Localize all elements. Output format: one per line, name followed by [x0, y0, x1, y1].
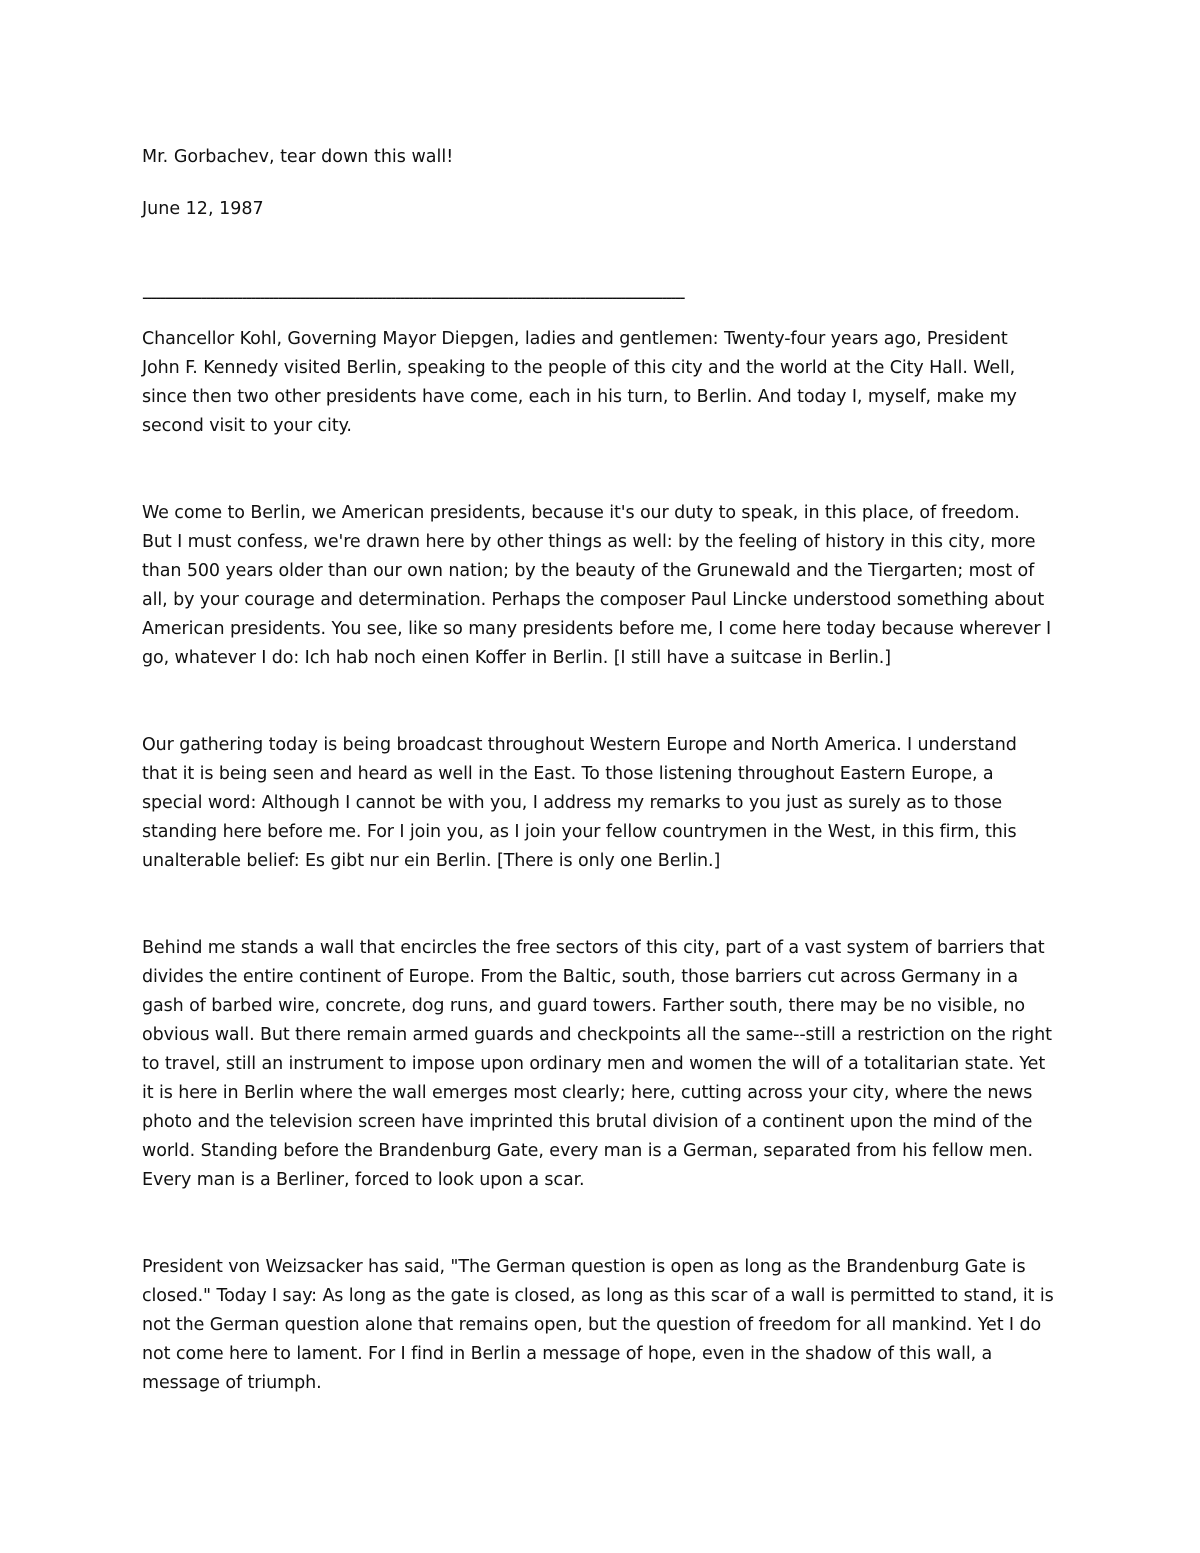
paragraph-line: world. Standing before the Brandenburg Gate, every man is a German, separated from his fellow men. — [142, 1141, 1033, 1161]
speech-title: Mr. Gorbachev, tear down this wall! — [142, 147, 454, 167]
paragraph-line: that it is being seen and heard as well in the East. To those listening throughout Eastern Europe, a — [142, 764, 994, 784]
paragraph-line: We come to Berlin, we American presidents, because it's our duty to speak, in this place, of freedom. — [142, 503, 1020, 523]
speech-date: June 12, 1987 — [142, 199, 264, 219]
paragraph-line: not come here to lament. For I find in Berlin a message of hope, even in the shadow of this wall, a — [142, 1344, 993, 1364]
paragraph-line: President von Weizsacker has said, "The German question is open as long as the Brandenburg Gate is — [142, 1257, 1026, 1277]
paragraph-line: since then two other presidents have come, each in his turn, to Berlin. And today I, myself, make my — [142, 387, 1017, 407]
paragraph-line: go, whatever I do: Ich hab noch einen Koffer in Berlin. [I still have a suitcase in Berlin.] — [142, 648, 891, 668]
paragraph-line: Behind me stands a wall that encircles the free sectors of this city, part of a vast system of barriers that — [142, 938, 1045, 958]
paragraph-line: second visit to your city. — [142, 416, 352, 436]
separator-line: ------------------------------------------------------------------------------------------------------------------------ — [142, 288, 684, 308]
paragraph-line: gash of barbed wire, concrete, dog runs, and guard towers. Farther south, there may be no visible, no — [142, 996, 1025, 1016]
paragraph-line: American presidents. You see, like so many presidents before me, I come here today because wherever I — [142, 619, 1052, 639]
paragraph-line: unalterable belief: Es gibt nur ein Berlin. [There is only one Berlin.] — [142, 851, 721, 871]
paragraph-line: all, by your courage and determination. Perhaps the composer Paul Lincke understood something about — [142, 590, 1045, 610]
paragraph-2 — [142, 499, 1062, 673]
paragraph-line: Our gathering today is being broadcast throughout Western Europe and North America. I understand — [142, 735, 1017, 755]
paragraph-line: But I must confess, we're drawn here by other things as well: by the feeling of history in this city, more — [142, 532, 1036, 552]
paragraph-line: divides the entire continent of Europe. From the Baltic, south, those barriers cut across Germany in a — [142, 967, 1018, 987]
paragraph-line: Every man is a Berliner, forced to look upon a scar. — [142, 1170, 585, 1190]
paragraph-line: message of triumph. — [142, 1373, 322, 1393]
paragraph-5 — [142, 1253, 1062, 1398]
paragraph-line: closed." Today I say: As long as the gate is closed, as long as this scar of a wall is permitted to stand, it is — [142, 1286, 1054, 1306]
paragraph-line: Chancellor Kohl, Governing Mayor Diepgen, ladies and gentlemen: Twenty-four years ago, President — [142, 329, 1008, 349]
paragraph-line: not the German question alone that remains open, but the question of freedom for all mankind. Yet I do — [142, 1315, 1042, 1335]
document-body — [142, 143, 1062, 1456]
paragraph-line: special word: Although I cannot be with you, I address my remarks to you just as surely as to those — [142, 793, 1003, 813]
paragraph-line: John F. Kennedy visited Berlin, speaking to the people of this city and the world at the City Hall. Well, — [142, 358, 1016, 378]
paragraph-line: to travel, still an instrument to impose upon ordinary men and women the will of a totalitarian state. Yet — [142, 1054, 1046, 1074]
paragraph-line: obvious wall. But there remain armed guards and checkpoints all the same--still a restriction on the right — [142, 1025, 1052, 1045]
paragraph-line: it is here in Berlin where the wall emerges most clearly; here, cutting across your city, where the news — [142, 1083, 1033, 1103]
paragraph-line: than 500 years older than our own nation; by the beauty of the Grunewald and the Tiergarten; most of — [142, 561, 1035, 581]
paragraph-1 — [142, 325, 1062, 441]
paragraph-line: photo and the television screen have imprinted this brutal division of a continent upon the mind of the — [142, 1112, 1033, 1132]
paragraph-line: standing here before me. For I join you, as I join your fellow countrymen in the West, in this firm, this — [142, 822, 1017, 842]
paragraph-3 — [142, 731, 1062, 876]
paragraph-4 — [142, 934, 1062, 1195]
